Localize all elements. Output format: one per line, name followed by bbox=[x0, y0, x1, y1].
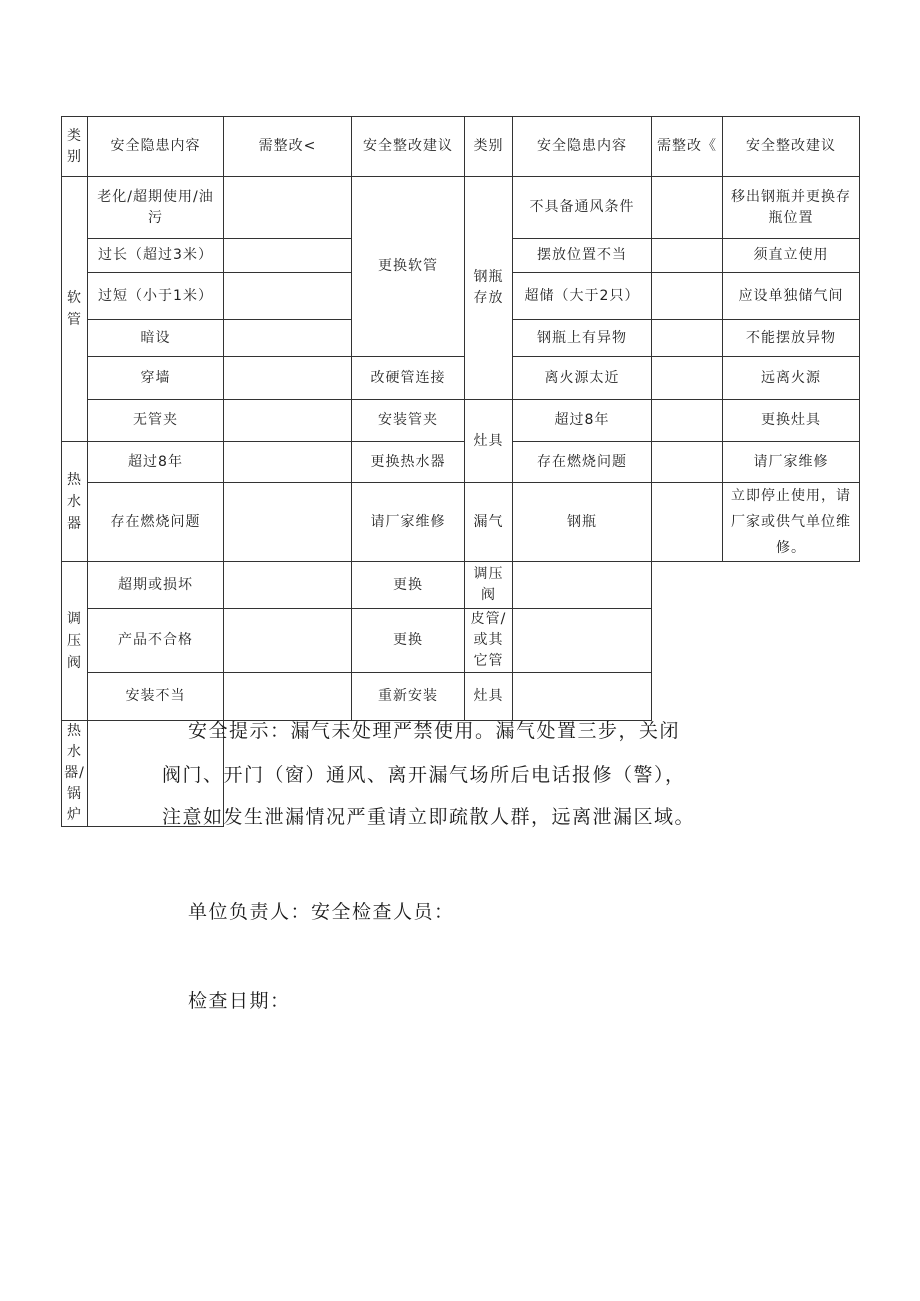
hazard-cell: 产品不合格 bbox=[88, 609, 224, 673]
hazard-cell: 摆放位置不当 bbox=[513, 239, 652, 273]
category-char: 热 bbox=[67, 471, 82, 488]
advice-cell: 重新安装 bbox=[352, 673, 465, 721]
hazard-cell: 离火源太近 bbox=[513, 357, 652, 400]
advice-cell: 请厂家维修 bbox=[723, 442, 860, 483]
hazard-cell: 过长（超过3米） bbox=[88, 239, 224, 273]
category-char: 压 bbox=[67, 633, 82, 649]
hazard-cell: 调压阀 bbox=[465, 562, 513, 609]
hazard-cell: 安装不当 bbox=[88, 673, 224, 721]
need-fix-cell bbox=[224, 442, 352, 483]
advice-cell: 移出钢瓶并更换存瓶位置 bbox=[723, 177, 860, 239]
advice-cell: 不能摆放异物 bbox=[723, 320, 860, 357]
header-hazard-2: 安全隐患内容 bbox=[513, 117, 652, 177]
category-char: 软 bbox=[67, 290, 82, 306]
need-fix-cell bbox=[224, 673, 352, 721]
hazard-cell: 超期或损坏 bbox=[88, 562, 224, 609]
need-fix-cell bbox=[224, 273, 352, 320]
advice-cell: 远离火源 bbox=[723, 357, 860, 400]
safety-tip-line-3: 注意如发生泄漏情况严重请立即疏散人群，远离泄漏区域。 bbox=[162, 806, 696, 828]
need-fix-cell bbox=[652, 239, 723, 273]
category-hose bbox=[62, 177, 88, 442]
need-fix-cell bbox=[224, 609, 352, 673]
header-category-2: 类别 bbox=[465, 117, 513, 177]
category-char: 管 bbox=[67, 312, 82, 328]
category-char: 水 bbox=[67, 493, 82, 510]
need-fix-cell bbox=[513, 673, 652, 721]
header-category-1: 类别 bbox=[62, 117, 88, 177]
table-row bbox=[62, 357, 860, 400]
need-fix-cell bbox=[652, 177, 723, 239]
hazard-cell: 存在燃烧问题 bbox=[88, 483, 224, 562]
hazard-cell: 超过8年 bbox=[513, 400, 652, 442]
advice-cell: 更换热水器 bbox=[352, 442, 465, 483]
table-row bbox=[62, 562, 860, 609]
table-row bbox=[62, 483, 860, 562]
header-need-fix-2: 需整改《 bbox=[652, 117, 723, 177]
header-row bbox=[62, 117, 860, 177]
hazard-cell: 超过8年 bbox=[88, 442, 224, 483]
hazard-cell: 无管夹 bbox=[88, 400, 224, 442]
category-char: 调 bbox=[67, 611, 82, 627]
hazard-cell: 过短（小于1米） bbox=[88, 273, 224, 320]
advice-cell: 更换灶具 bbox=[723, 400, 860, 442]
signature-line: 单位负责人：安全检查人员： bbox=[188, 901, 455, 923]
table-row bbox=[62, 609, 860, 673]
need-fix-cell bbox=[652, 320, 723, 357]
need-fix-cell bbox=[224, 357, 352, 400]
inspection-date: 检查日期： bbox=[188, 990, 291, 1012]
need-fix-cell bbox=[224, 177, 352, 239]
need-fix-cell bbox=[224, 400, 352, 442]
need-fix-cell bbox=[652, 483, 723, 562]
hazard-cell: 老化/超期使用/油污 bbox=[88, 177, 224, 239]
advice-cell: 应设单独储气间 bbox=[723, 273, 860, 320]
category-char: 器 bbox=[67, 515, 82, 532]
category-cylinder: 钢瓶存放 bbox=[465, 177, 513, 400]
advice-cell-leak: 立即停止使用，请厂家或供气单位维修。 bbox=[723, 483, 860, 562]
hazard-cell: 灶具 bbox=[465, 673, 513, 721]
table-row bbox=[62, 442, 860, 483]
advice-cell: 须直立使用 bbox=[723, 239, 860, 273]
need-fix-cell bbox=[652, 442, 723, 483]
table-row bbox=[62, 400, 860, 442]
need-fix-cell bbox=[652, 400, 723, 442]
need-fix-cell bbox=[513, 562, 652, 609]
safety-tip-line-1: 安全提示：漏气未处理严禁使用。漏气处置三步，关闭 bbox=[188, 720, 681, 742]
header-advice-2: 安全整改建议 bbox=[723, 117, 860, 177]
hazard-cell: 超储（大于2只） bbox=[513, 273, 652, 320]
category-stove: 灶具 bbox=[465, 400, 513, 483]
hazard-cell: 皮管/或其它管 bbox=[465, 609, 513, 673]
need-fix-cell bbox=[224, 562, 352, 609]
header-need-fix-1: 需整改< bbox=[224, 117, 352, 177]
need-fix-cell bbox=[513, 609, 652, 673]
table-row bbox=[62, 673, 860, 721]
table-row bbox=[62, 177, 860, 239]
need-fix-cell bbox=[224, 239, 352, 273]
advice-cell: 请厂家维修 bbox=[352, 483, 465, 562]
hazard-cell: 暗设 bbox=[88, 320, 224, 357]
advice-cell: 更换 bbox=[352, 609, 465, 673]
category-char: 阀 bbox=[67, 655, 82, 671]
hazard-cell: 存在燃烧问题 bbox=[513, 442, 652, 483]
category-valve bbox=[62, 562, 88, 721]
need-fix-cell bbox=[224, 483, 352, 562]
hazard-cell-heater-boiler: 热水器/锅炉 bbox=[62, 721, 88, 827]
category-heater bbox=[62, 442, 88, 562]
category-leak: 漏气 bbox=[465, 483, 513, 562]
need-fix-cell bbox=[652, 273, 723, 320]
safety-tip-line-2: 阀门、开门（窗）通风、离开漏气场所后电话报修（警）， bbox=[162, 764, 686, 786]
header-hazard-1: 安全隐患内容 bbox=[88, 117, 224, 177]
hazard-cell: 钢瓶上有异物 bbox=[513, 320, 652, 357]
advice-cell: 改硬管连接 bbox=[352, 357, 465, 400]
hazard-cell: 不具备通风条件 bbox=[513, 177, 652, 239]
need-fix-cell bbox=[224, 320, 352, 357]
need-fix-cell bbox=[652, 357, 723, 400]
hazard-cell: 钢瓶 bbox=[513, 483, 652, 562]
advice-cell: 更换 bbox=[352, 562, 465, 609]
advice-cell: 安装管夹 bbox=[352, 400, 465, 442]
hazard-cell: 穿墙 bbox=[88, 357, 224, 400]
header-advice-1: 安全整改建议 bbox=[352, 117, 465, 177]
advice-cell: 更换软管 bbox=[352, 177, 465, 357]
